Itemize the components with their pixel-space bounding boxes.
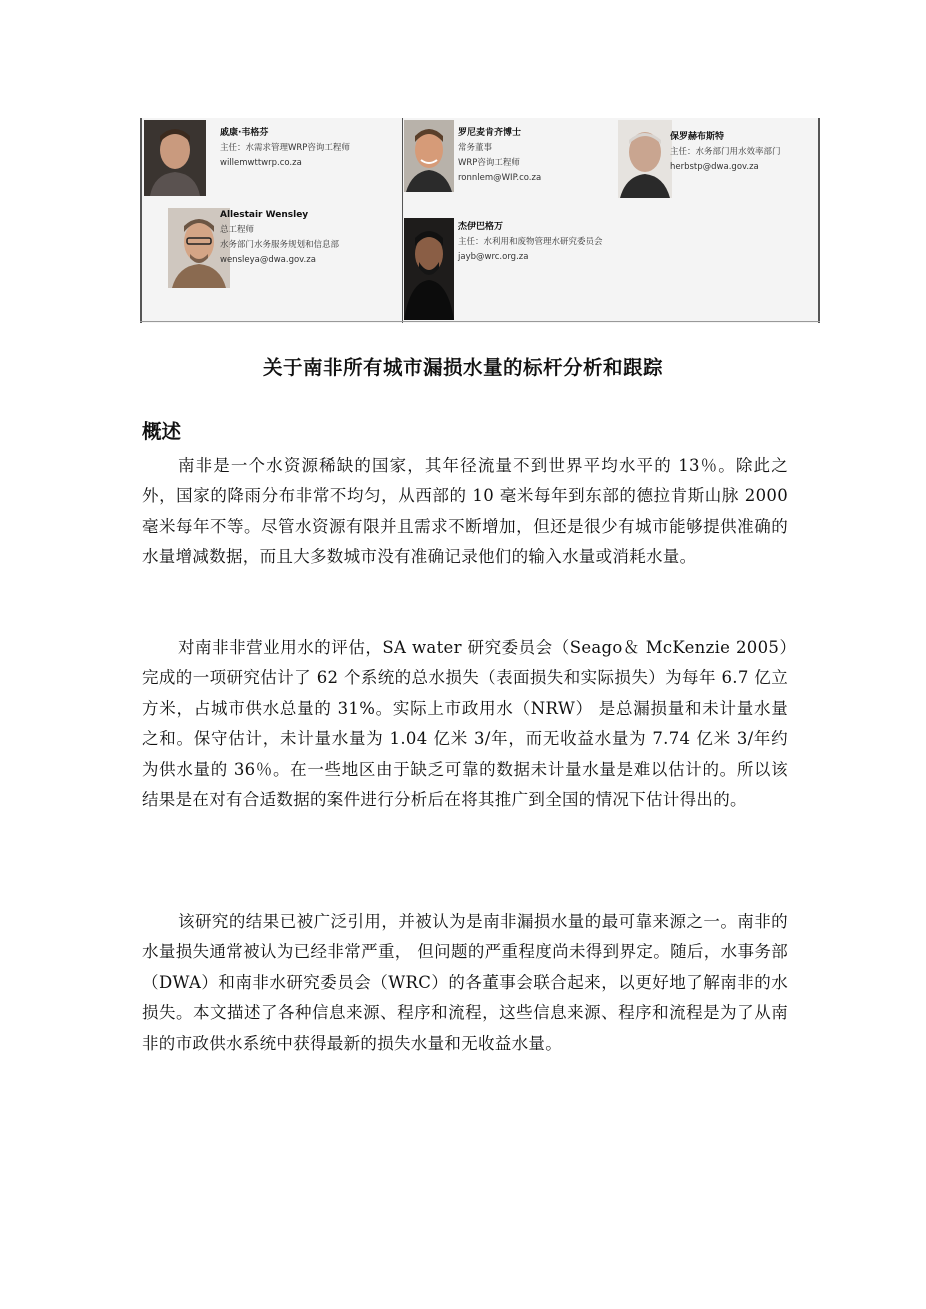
author-role: 总工程师: [220, 225, 255, 235]
author-email: wensleya@dwa.gov.za: [220, 255, 316, 265]
author-email: ronnlem@WIP.co.za: [458, 173, 542, 183]
author-email: willemwttwrp.co.za: [220, 158, 302, 168]
divider: [402, 118, 403, 323]
author-name: 杰伊巴格万: [458, 222, 504, 232]
author-dept: WRP咨询工程师: [458, 158, 520, 168]
author-email: herbstp@dwa.gov.za: [670, 162, 759, 172]
author-name: Allestair Wensley: [220, 210, 309, 220]
author-role: 主任：水利用和废物管理水研究委员会: [458, 237, 603, 247]
paragraph: 对南非非营业用水的评估，SA water 研究委员会（Seago＆ McKenzie 2005）完成的一项研究估计了 62 个系统的总水损失（表面损失和实际损失）为每年 6.7 亿立方米，占城市供水总量的 31%。实际上市政用水（NRW） 是总漏损量和未计量水量之和。保守估计，未计量水量为 1.04 亿米 3/年，而无收益水量为 7.74 亿米 3/年约为供水量的 36％。在一些地区由于缺乏可靠的数据未计量水量是难以估计的。所以该结果是在对有合适数据的案件进行分析后在将其推广到全国的情况下估计得出的。: [142, 638, 788, 810]
paragraph: 该研究的结果已被广泛引用，并被认为是南非漏损水量的最可靠来源之一。南非的水量损失通常被认为已经非常严重， 但问题的严重程度尚未得到界定。随后，水事务部（DWA）和南非水研究委员会（WRC）的各董事会联合起来，以更好地了解南非的水损失。本文描述了各种信息来源、程序和流程，这些信息来源、程序和流程是为了从南非的市政供水系统中获得最新的损失水量和无收益水量。: [142, 912, 788, 1053]
page-title: 关于南非所有城市漏损水量的标杆分析和跟踪: [262, 356, 663, 379]
author-dept: 水务部门水务服务规划和信息部: [220, 240, 340, 250]
portrait-photo: [144, 120, 206, 196]
divider: [818, 118, 820, 323]
portrait-photo: [618, 120, 672, 198]
author-name: 保罗赫布斯特: [670, 132, 725, 142]
author-email: jayb@wrc.org.za: [458, 252, 529, 262]
author-role: 主任：水需求管理WRP咨询工程师: [220, 143, 350, 153]
author-role: 主任：水务部门用水效率部门: [670, 147, 781, 157]
divider: [140, 118, 142, 323]
divider: [140, 321, 820, 322]
author-role: 常务董事: [458, 143, 493, 153]
author-banner: [140, 118, 820, 323]
paragraph: 南非是一个水资源稀缺的国家，其年径流量不到世界平均水平的 13％。除此之外，国家的降雨分布非常不均匀，从西部的 10 毫米每年到东部的德拉肯斯山脉 2000 毫米每年不等。尽管水资源有限并且需求不断增加，但还是很少有城市能够提供准确的水量增减数据，而且大多数城市没有准确记录他们的输入水量或消耗水量。: [142, 456, 788, 567]
portrait-photo: [404, 218, 454, 320]
section-heading: 概述: [142, 420, 182, 443]
author-name: 罗尼麦肯齐博士: [458, 128, 522, 138]
author-name: 戚康·韦格芬: [220, 128, 269, 138]
portrait-photo: [404, 120, 454, 192]
